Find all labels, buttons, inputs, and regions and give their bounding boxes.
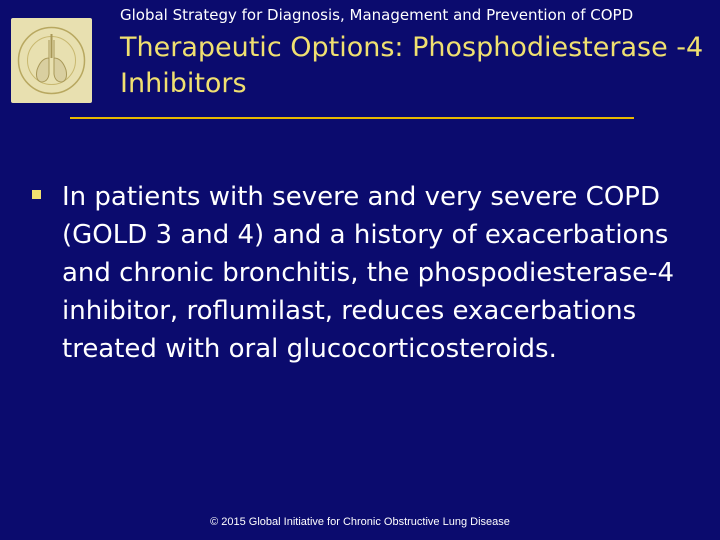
square-bullet-icon	[32, 190, 41, 199]
bullet-text: In patients with severe and very severe COPD (GOLD 3 and 4) and a history of exacerbations and chronic bronchitis, the phospodiesterase-4 inhibitor, roflumilast, reduces exacerbations treated with oral glucocorticosteroids.	[62, 182, 675, 364]
slide-header-subtitle: Global Strategy for Diagnosis, Management and Prevention of COPD	[120, 6, 634, 24]
title-divider	[70, 117, 634, 119]
gold-logo	[11, 18, 92, 103]
lungs-icon	[11, 18, 92, 103]
bullet-list	[32, 178, 692, 368]
bullet-item	[32, 178, 692, 368]
slide-title: Therapeutic Options: Phosphodiesterase -4 Inhibitors	[120, 32, 704, 99]
copyright-footer: © 2015 Global Initiative for Chronic Obstructive Lung Disease	[210, 516, 510, 528]
